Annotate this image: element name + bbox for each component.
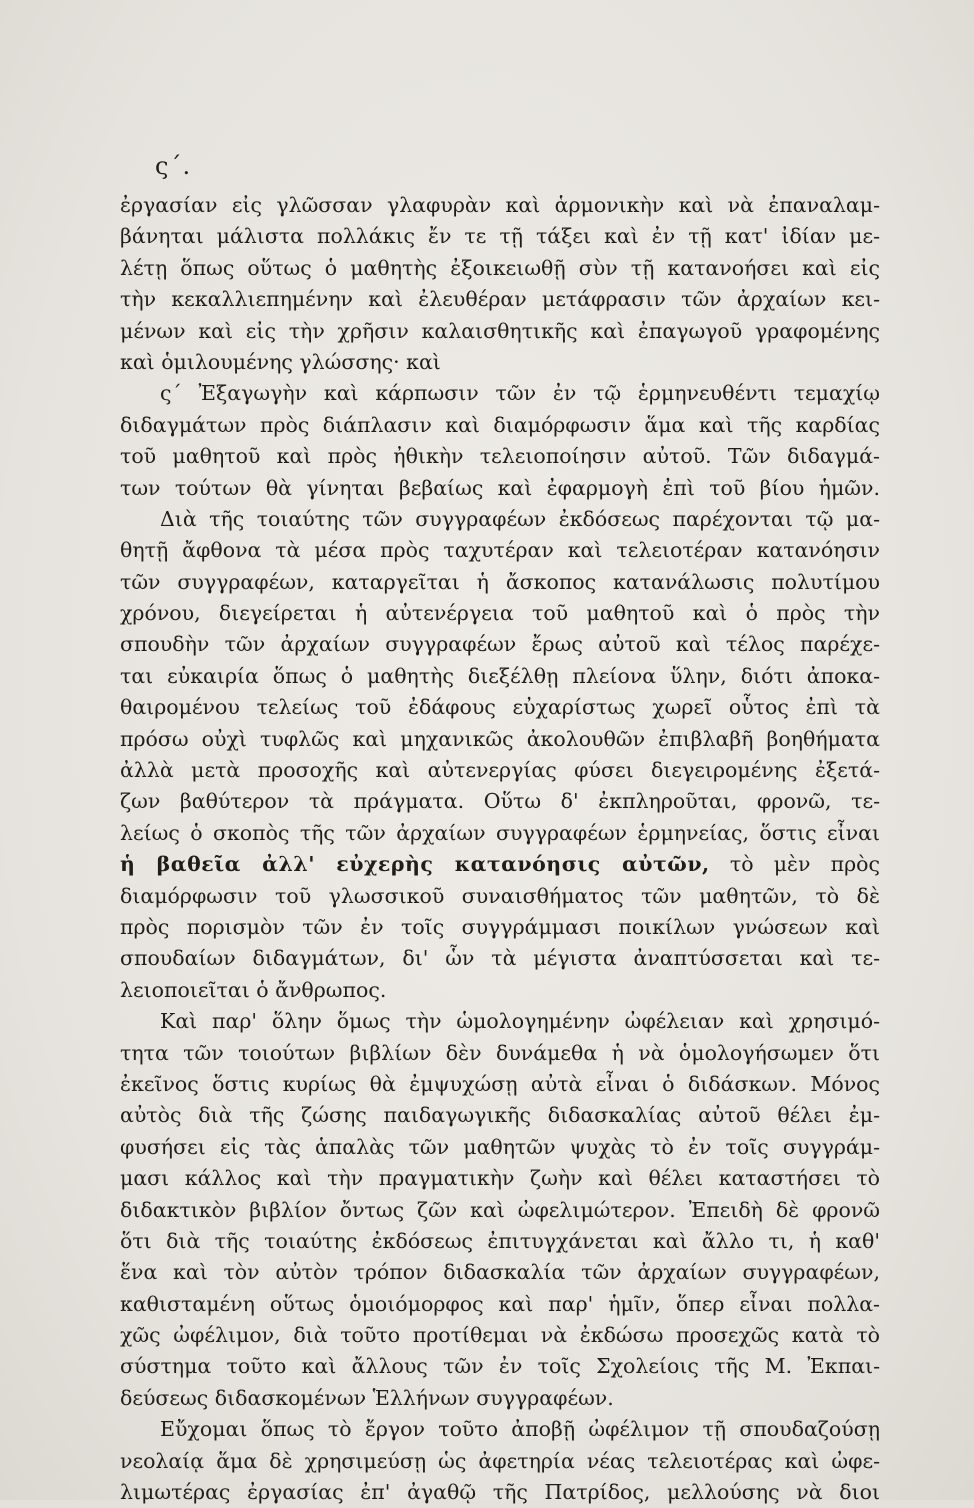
text-line: τὴν κεκαλλιεπημένην καὶ ἐλευθέραν μετάφρασιν τῶν ἀρχαίων κει-	[120, 287, 880, 312]
text-line: πρόσω οὐχὶ τυφλῶς καὶ μηχανικῶς ἀκολουθῶν ἐπιβλαβῆ βοηθήματα	[120, 726, 880, 751]
emphasized-phrase: ἡ βαθεῖα ἀλλ' εὐχερὴς κατανόησις αὐτῶν,	[120, 852, 710, 877]
text-line: διδακτικὸν βιβλίον ὄντως ζῶν καὶ ὠφελιμώτερον. Ἐπειδὴ δὲ φρονῶ	[120, 1197, 880, 1222]
text-line: διδαγμάτων πρὸς διάπλασιν καὶ διαμόρφωσιν ἅμα καὶ τῆς καρδίας	[120, 412, 880, 437]
text-line: τῶν συγγραφέων, καταργεῖται ἡ ἄσκοπος κατανάλωσις πολυτίμου	[120, 569, 880, 594]
text-line: των τούτων θὰ γίνηται βεβαίως καὶ ἐφαρμογὴ ἐπὶ τοῦ βίου ἡμῶν.	[120, 475, 880, 500]
text-line: δεύσεως διδασκομένων Ἑλλήνων συγγραφέων.	[120, 1385, 614, 1410]
text-line: τοῦ μαθητοῦ καὶ πρὸς ἠθικὴν τελειοποίησιν αὐτοῦ. Τῶν διδαγμά-	[120, 444, 880, 469]
text-line: λιμωτέρας ἐργασίας ἐπ' ἀγαθῷ τῆς Πατρίδος, μελλούσης νὰ διοι	[120, 1480, 880, 1505]
line-continuation: τὸ μὲν πρὸς	[709, 852, 880, 877]
text-line: λέτῃ ὅπως οὕτως ὁ μαθητὴς ἐξοικειωθῇ σὺν τῇ κατανοήσει καὶ εἰς	[120, 255, 880, 280]
text-line: ἐκεῖνος ὅστις κυρίως θὰ ἐμψυχώσῃ αὐτὰ εἶναι ὁ διδάσκων. Μόνος	[120, 1071, 880, 1096]
text-line	[120, 849, 880, 880]
text-line: λείως ὁ σκοπὸς τῆς τῶν ἀρχαίων συγγραφέων ἑρμηνείας, ὅστις εἶναι	[120, 820, 880, 845]
text-line: διαμόρφωσιν τοῦ γλωσσικοῦ συναισθήματος τῶν μαθητῶν, τὸ δὲ	[120, 883, 880, 908]
text-line: Εὔχομαι ὅπως τὸ ἔργον τοῦτο ἀποβῇ ὠφέλιμον τῇ σπουδαζούσῃ	[160, 1417, 880, 1442]
text-line: θαιρομένου τελείως τοῦ ἐδάφους εὐχαρίστως χωρεῖ οὗτος ἐπὶ τὰ	[120, 695, 880, 720]
text-line: σύστημα τοῦτο καὶ ἄλλους τῶν ἐν τοῖς Σχολείοις τῆς Μ. Ἐκπαι-	[120, 1354, 880, 1379]
text-line: αὐτὸς διὰ τῆς ζώσης παιδαγωγικῆς διδασκαλίας αὐτοῦ θέλει ἐμ-	[120, 1103, 880, 1128]
text-line: σπουδαίων διδαγμάτων, δι' ὧν τὰ μέγιστα ἀναπτύσσεται καὶ τε-	[120, 946, 880, 971]
text-line: καὶ ὁμιλουμένης γλώσσης· καὶ	[120, 349, 441, 374]
text-line: χρόνου, διεγείρεται ἡ αὐτενέργεια τοῦ μαθητοῦ καὶ ὁ πρὸς τὴν	[120, 601, 880, 626]
text-line: πρὸς πορισμὸν τῶν ἐν τοῖς συγγράμμασι ποικίλων γνώσεων καὶ	[120, 914, 880, 939]
text-line: σπουδὴν τῶν ἀρχαίων συγγραφέων ἔρως αὐτοῦ καὶ τέλος παρέχε-	[120, 632, 880, 657]
text-line: βάνηται μάλιστα πολλάκις ἔν τε τῇ τάξει καὶ ἐν τῇ κατ' ἰδίαν με-	[120, 224, 880, 249]
text-line: φυσήσει εἰς τὰς ἁπαλὰς τῶν μαθητῶν ψυχὰς τὸ ἐν τοῖς συγγράμ-	[120, 1134, 880, 1159]
text-line: καθισταμένη οὕτως ὁμοιόμορφος καὶ παρ' ἡμῖν, ὅπερ εἶναι πολλα-	[120, 1291, 880, 1316]
text-line: ζων βαθύτερον τὰ πράγματα. Οὕτω δ' ἐκπληροῦται, φρονῶ, τε-	[120, 789, 880, 814]
text-line: ἐργασίαν εἰς γλῶσσαν γλαφυρὰν καὶ ἁρμονικὴν καὶ νὰ ἐπαναλαμ-	[120, 193, 880, 217]
text-line: ἕνα καὶ τὸν αὐτὸν τρόπον διδασκαλία τῶν ἀρχαίων συγγραφέων,	[120, 1260, 880, 1285]
text-line: Διὰ τῆς τοιαύτης τῶν συγγραφέων ἐκδόσεως παρέχονται τῷ μα-	[160, 506, 880, 531]
text-line: ς΄ Ἐξαγωγὴν καὶ κάρπωσιν τῶν ἐν τῷ ἑρμηνευθέντι τεμαχίῳ	[160, 381, 880, 406]
body-text	[120, 190, 880, 1508]
text-line: χῶς ὠφέλιμον, διὰ τοῦτο προτίθεμαι νὰ ἐκδώσω προσεχῶς κατὰ τὸ	[120, 1323, 880, 1348]
text-line: νεολαίᾳ ἅμα δὲ χρησιμεύσῃ ὡς ἀφετηρία νέας τελειοτέρας καὶ ὠφε-	[120, 1448, 880, 1473]
text-line: Καὶ παρ' ὅλην ὅμως τὴν ὡμολογημένην ὠφέλειαν καὶ χρησιμό-	[160, 1009, 880, 1034]
text-line: μένων καὶ εἰς τὴν χρῆσιν καλαισθητικῆς καὶ ἐπαγωγοῦ γραφομένης	[120, 318, 880, 343]
text-line: ἀλλὰ μετὰ προσοχῆς καὶ αὐτενεργίας φύσει διεγειρομένης ἐξετά-	[120, 758, 880, 783]
text-line: ὅτι διὰ τῆς τοιαύτης ἐκδόσεως ἐπιτυγχάνεται καὶ ἄλλο τι, ἡ καθ'	[120, 1228, 880, 1253]
text-line: μασι κάλλος καὶ τὴν πραγματικὴν ζωὴν καὶ θέλει καταστήσει τὸ	[120, 1166, 880, 1191]
text-line: ται εὐκαιρία ὅπως ὁ μαθητὴς διεξέλθῃ πλείονα ὕλην, διότι ἀποκα-	[120, 663, 880, 688]
text-line: λειοποιεῖται ὁ ἄνθρωπος.	[120, 977, 387, 1002]
text-line: θητῇ ἄφθονα τὰ μέσα πρὸς ταχυτέραν καὶ τελειοτέραν κατανόησιν	[120, 538, 880, 563]
page-number: ς΄.	[155, 152, 192, 180]
text-line: τητα τῶν τοιούτων βιβλίων δὲν δυνάμεθα ἡ νὰ ὁμολογήσωμεν ὅτι	[120, 1040, 880, 1065]
